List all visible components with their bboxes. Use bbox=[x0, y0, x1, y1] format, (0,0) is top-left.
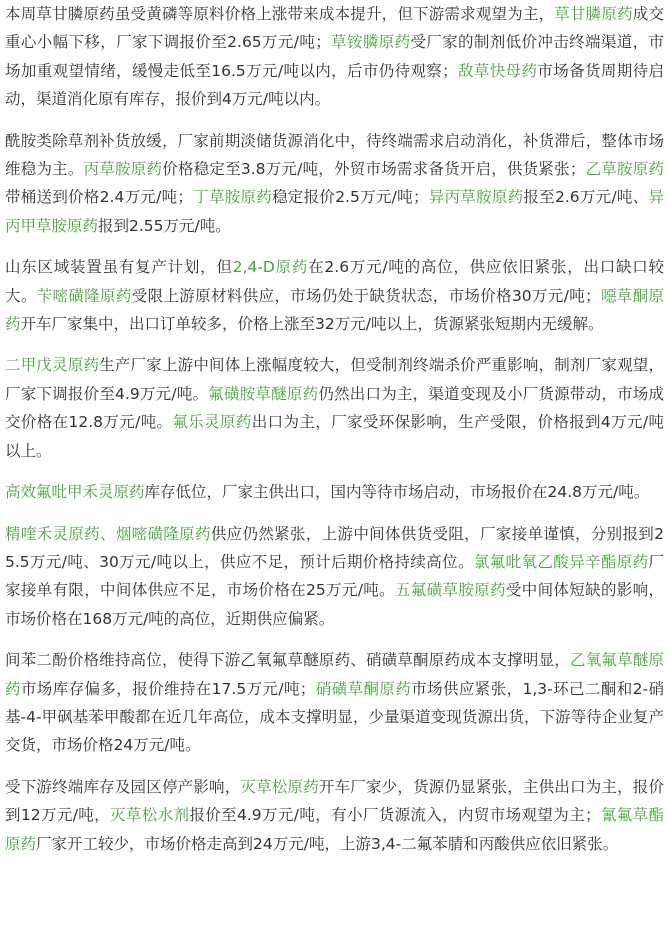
text-segment: 仍然出口为主，渠道变现及小厂货源带动，市场成交价格在12.8万元/吨。 bbox=[5, 384, 664, 432]
text-segment: 市场供应紧张，1,3-环己二酮和2-硝基-4-甲砜基苯甲酸都在近几年高位，成本支撑明显，少量渠道变现货源出货，下游等待企业复产交货，市场价格24万元/吨。 bbox=[5, 679, 664, 755]
text-segment: 报价至4.9万元/吨，有小厂货源流入，内贸市场观望为主； bbox=[189, 806, 601, 825]
product-name-highlight: 硝磺草酮原药 bbox=[315, 679, 412, 698]
text-segment: 供应仍然紧张，上游中间体供货受阻，厂家接单谨慎，分别报到25.5万元/吨、30万元/吨以上，供应不足，预计后期价格持续高位。 bbox=[5, 524, 664, 571]
product-name-highlight: 丙草胺原药 bbox=[83, 160, 163, 179]
paragraph-quizalofop-nicosulfuron-fluroxypyr-penoxsulam bbox=[5, 520, 664, 634]
product-name-highlight: 敌草快母药 bbox=[457, 61, 538, 80]
product-name-highlight: 二甲戊灵原药 bbox=[5, 356, 100, 375]
text-segment: 成交重心小幅下移，厂家下调报价至2.65万元/吨； bbox=[5, 5, 664, 52]
paragraph-glyphosate-glufosinate-diquat bbox=[5, 0, 664, 114]
text-segment: 厂家开工较少，市场价格走高到24万元/吨，上游3,4-二氟苯腈和丙酸供应依旧紧张。 bbox=[36, 834, 619, 853]
product-name-highlight: 高效氟吡甲禾灵原药 bbox=[5, 483, 145, 502]
paragraph-amide-herbicides bbox=[5, 127, 664, 241]
text-segment: 本周草甘膦原药虽受黄磷等原料价格上涨带来成本提升，但下游需求观望为主， bbox=[5, 5, 555, 23]
text-segment: 受下游终端库存及园区停产影响， bbox=[5, 777, 241, 796]
text-segment: 稳定报价2.5万元/吨； bbox=[272, 188, 429, 207]
text-segment: 开车厂家集中，出口订单较多，价格上涨至32万元/吨以上，货源紧张短期内无缓解。 bbox=[20, 315, 604, 334]
product-name-highlight: 草甘膦原药 bbox=[554, 5, 633, 23]
product-name-highlight: 氟磺胺草醚原药 bbox=[208, 384, 319, 403]
text-segment: 在2.6万元/吨的高位，供应依旧紧张，出口缺口较大。 bbox=[5, 258, 664, 305]
paragraph-haloxyfop bbox=[5, 478, 664, 506]
product-name-highlight: 异丙草胺原药 bbox=[428, 188, 524, 207]
product-name-highlight: 灭草松原药 bbox=[240, 777, 319, 796]
text-segment: 受限上游原材料供应，市场仍处于缺货状态，市场价格30万元/吨； bbox=[131, 286, 601, 305]
text-segment: 生产厂家上游中间体上涨幅度较大，但受制剂终端杀价严重影响，制剂厂家观望，厂家下调报价至4.9万元/吨。 bbox=[5, 356, 664, 403]
paragraph-bentazone-cyhalofop bbox=[5, 773, 664, 858]
product-name-highlight: 乙氧氟草醚原药 bbox=[5, 651, 664, 698]
product-name-highlight: 2,4-D原药 bbox=[232, 258, 309, 277]
product-name-highlight: 五氟磺草胺原药 bbox=[395, 581, 506, 600]
text-segment: 受中间体短缺的影响，市场价格在168万元/吨的高位，近期供应偏紧。 bbox=[5, 581, 664, 628]
product-name-highlight: 苄嘧磺隆原药 bbox=[36, 286, 132, 305]
text-segment: 出口为主，厂家受环保影响，生产受限，价格报到4万元/吨以上。 bbox=[5, 413, 664, 460]
paragraph-pendimethalin-fomesafen-trifluralin bbox=[5, 351, 664, 465]
text-segment: 价格稳定至3.8万元/吨，外贸市场需求备货开启，供货紧张； bbox=[162, 160, 586, 179]
product-name-highlight: 氰氟草酯原药 bbox=[5, 806, 664, 853]
product-name-highlight: 氯氟吡氧乙酸异辛酯原药 bbox=[473, 552, 649, 571]
text-segment: 厂家接单有限，中间体供应不足，市场价格在25万元/吨。 bbox=[5, 552, 664, 600]
text-segment: 报至2.6万元/吨、 bbox=[523, 188, 649, 207]
product-name-highlight: 氟乐灵原药 bbox=[172, 413, 252, 432]
text-segment: 受厂家的制剂低价冲击终端渠道，市场加重观望情绪，缓慢走低至16.5万元/吨以内，后市仍待观察； bbox=[5, 33, 664, 80]
text-segment: 库存低位，厂家主供出口，国内等待市场启动，市场报价在24.8万元/吨。 bbox=[144, 483, 650, 502]
paragraph-24d-bensulfuron-oxadiazon bbox=[5, 253, 664, 338]
text-segment: 市场备货周期待启动，渠道消化原有库存，报价到4万元/吨以内。 bbox=[5, 61, 664, 109]
text-segment: 山东区域装置虽有复产计划，但 bbox=[5, 258, 233, 277]
text-segment: 酰胺类除草剂补货放缓，厂家前期淡储货源消化中，待终端需求启动消化，补货滞后，整体市场维稳为主。 bbox=[5, 131, 664, 179]
product-name-highlight: 丁草胺原药 bbox=[192, 188, 273, 207]
text-segment: 开车厂家少，货源仍显紧张，主供出口为主，报价到12万元/吨， bbox=[5, 777, 664, 825]
product-name-highlight: 乙草胺原药 bbox=[585, 160, 664, 179]
product-name-highlight: 噁草酮原药 bbox=[5, 286, 664, 334]
product-name-highlight: 灭草松水剂 bbox=[110, 806, 190, 825]
product-name-highlight: 异丙甲草胺原药 bbox=[5, 188, 665, 235]
text-segment: 间苯二酚价格维持高位，使得下游乙氧氟草醚原药、硝磺草酮原药成本支撑明显， bbox=[5, 651, 570, 670]
product-name-highlight: 精喹禾灵原药、烟嘧磺隆原药 bbox=[5, 524, 211, 543]
product-name-highlight: 草铵膦原药 bbox=[330, 33, 411, 52]
text-segment: 报到2.55万元/吨。 bbox=[98, 216, 231, 235]
paragraph-oxyfluorfen-mesotrione bbox=[5, 646, 664, 760]
text-segment: 市场库存偏多，报价维持在17.5万元/吨； bbox=[20, 679, 316, 698]
text-segment: 带桶送到价格2.4万元/吨； bbox=[5, 188, 193, 207]
